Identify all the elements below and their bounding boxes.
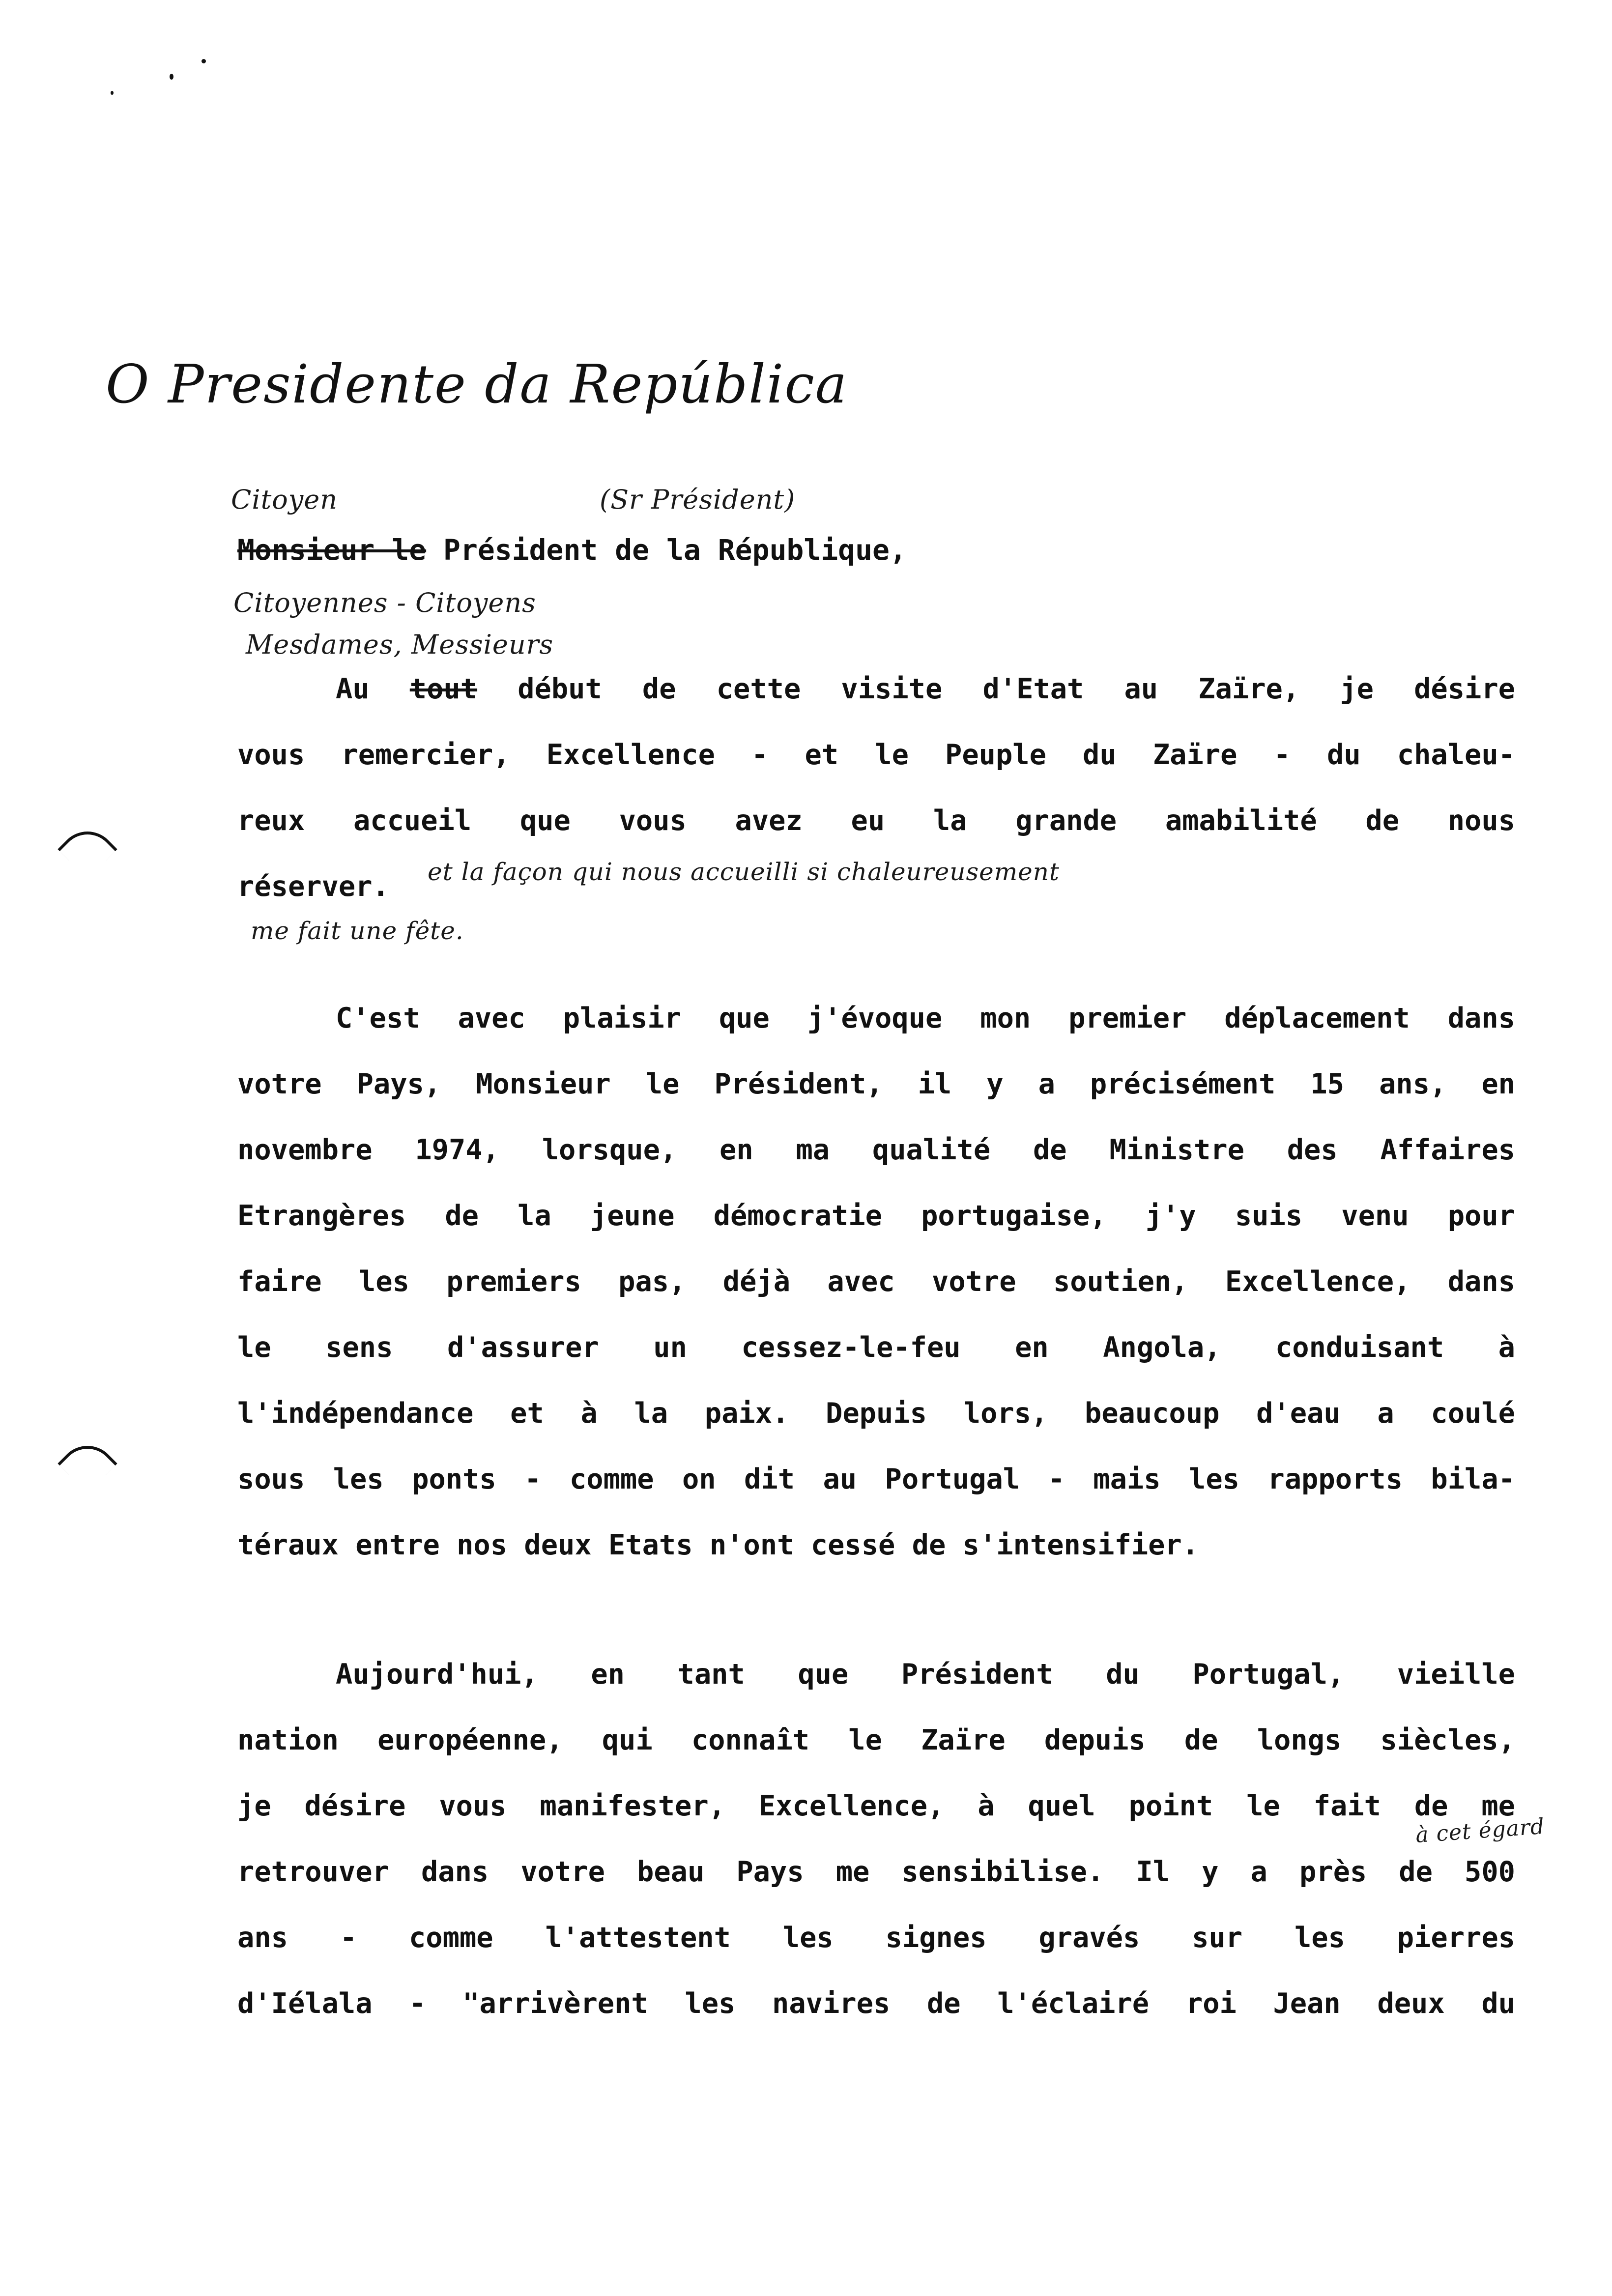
p3-line-6: d'Iélala - "arrivèrent les navires de l'éclairé roi Jean deux du (237, 1987, 1515, 2020)
paragraph-3 (237, 1641, 1515, 2037)
handwritten-president-note: (Sr Président) (600, 484, 796, 515)
p3-line-1: Aujourd'hui, en tant que Président du Portugal, vieille (336, 1658, 1515, 1691)
p3-line-2: nation européenne, qui connaît le Zaïre depuis de longs siècles, (237, 1724, 1515, 1756)
p1-line-3: reux accueil que vous avez eu la grande amabilité de nous (237, 804, 1515, 837)
p1-line-1-rest: début de cette visite d'Etat au Zaïre, je désire (518, 673, 1515, 705)
p2-line-6: le sens d'assurer un cessez-le-feu en Angola, conduisant à (237, 1331, 1515, 1364)
p2-line-2: votre Pays, Monsieur le Président, il y a précisément 15 ans, en (237, 1068, 1515, 1100)
p1-line-1 (237, 656, 1515, 722)
struck-monsieur-le: Monsieur le (237, 533, 427, 567)
p2-line-8: sous les ponts - comme on dit au Portugal - mais les rapports bila- (237, 1463, 1515, 1495)
p1-line-4: réserver. (237, 870, 389, 903)
p3-line-5: ans - comme l'attestent les signes gravés sur les pierres (237, 1922, 1515, 1954)
handwritten-citoyen: Citoyen (231, 484, 338, 515)
p1-line-2: vous remercier, Excellence - et le Peuple du Zaïre - du chaleu- (237, 739, 1515, 771)
handwritten-mesdames: Mesdames, Messieurs (246, 629, 554, 660)
p3-line-3: je désire vous manifester, Excellence, à quel point le fait de me (237, 1790, 1515, 1822)
p1-lead: Au (336, 673, 370, 705)
salutation-text: Président de la République, (443, 533, 907, 567)
p2-line-5: faire les premiers pas, déjà avec votre soutien, Excellence, dans (237, 1265, 1515, 1298)
paragraph-2 (237, 985, 1515, 1578)
p2-line-7: l'indépendance et à la paix. Depuis lors, beaucoup d'eau a coulé (237, 1397, 1515, 1430)
handwritten-accueil-note-2: me fait une fête. (251, 917, 464, 945)
p3-line-4: retrouver dans votre beau Pays me sensibilise. Il y a près de 500 (237, 1856, 1515, 1888)
margin-bracket-1 (58, 819, 117, 879)
handwritten-citoyennes: Citoyennes - Citoyens (233, 587, 536, 618)
p2-line-9: téraux entre nos deux Etats n'ont cessé de s'intensifier. (237, 1529, 1199, 1561)
p2-line-1: C'est avec plaisir que j'évoque mon premier déplacement dans (336, 1002, 1515, 1034)
margin-bracket-2 (58, 1434, 117, 1493)
p2-line-3: novembre 1974, lorsque, en ma qualité de Ministre des Affaires (237, 1134, 1515, 1166)
struck-tout: tout (409, 673, 478, 705)
p2-line-4: Etrangères de la jeune démocratie portugaise, j'y suis venu pour (237, 1200, 1515, 1232)
handwritten-accueil-note-1: et la façon qui nous accueilli si chaleureusement (428, 858, 1060, 886)
handwritten-margin-note: à cet égard (1414, 1813, 1546, 1848)
salutation (237, 533, 907, 567)
letterhead: O Presidente da República (106, 354, 848, 415)
